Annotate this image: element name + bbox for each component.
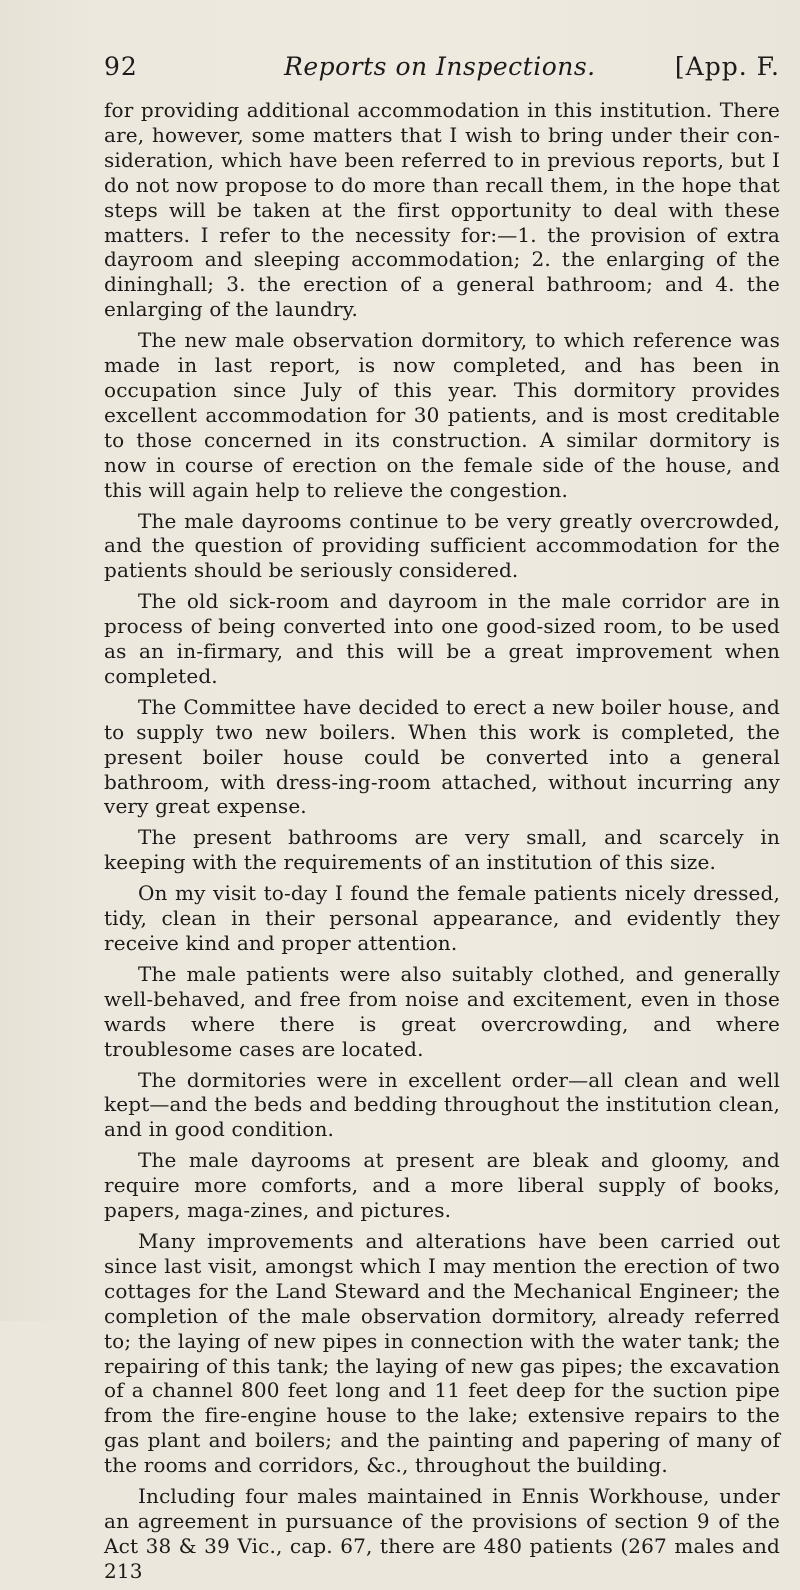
paragraph-boiler-house: The Committee have decided to erect a new boiler house, and to supply two new boilers. When this work is completed, the present boiler house could be converted into a general bathroom, with dress-ing-room attached, without incurring any very great expense. <box>104 694 780 819</box>
page-number: 92 <box>104 52 138 81</box>
running-title: Reports on Inspections. <box>284 52 596 81</box>
appendix-label: [App. F. <box>674 52 780 81</box>
paragraph-dormitories: The dormitories were in excellent order—all clean and well kept—and the beds and bedding throughout the institution clean, and in good condition. <box>104 1067 780 1142</box>
paragraph-continued: for providing additional accommodation in this institution. There are, however, some matters that I wish to bring under their con-sideration, which have been referred to in previous reports, but I do not now propose to do more than recall them, in the hope that steps will be taken at the first opportunity to deal with these matters. I refer to the necessity for:—1. the provision of extra dayroom and sleeping accommodation; 2. the enlarging of the dininghall; 3. the erection of a general bathroom; and 4. the enlarging of the laundry. <box>104 98 780 322</box>
paragraph-improvements: Many improvements and alterations have been carried out since last visit, amongst which I may mention the erection of two cottages for the Land Steward and the Mechanical Engineer; the completion of the male observation dormitory, already referred to; the laying of new pipes in connection with the water tank; the repairing of this tank; the laying of new gas pipes; the excavation of a channel 800 feet long and 11 feet deep for the suction pipe from the fire-engine house to the lake; extensive repairs to the gas plant and boilers; and the painting and papering of many of the rooms and corridors, &c., throughout the building. <box>104 1228 780 1478</box>
paragraph-observation-dormitory: The new male observation dormitory, to which reference was made in last report, is now completed, and has been in occupation since July of this year. This dormitory provides excellent accommodation for 30 patients, and is most creditable to those concerned in its construction. A similar dormitory is now in course of erection on the female side of the house, and this will again help to relieve the congestion. <box>104 328 780 502</box>
paragraph-bathrooms: The present bathrooms are very small, and scarcely in keeping with the requirements of an institution of this size. <box>104 825 780 875</box>
paragraph-dayroom-comforts: The male dayrooms at present are bleak and gloomy, and require more comforts, and a more liberal supply of books, papers, maga-zines, and pictures. <box>104 1148 780 1223</box>
paragraph-female-patients: On my visit to-day I found the female patients nicely dressed, tidy, clean in their personal appearance, and evidently they receive kind and proper attention. <box>104 881 780 955</box>
paragraph-patient-count: Including four males maintained in Ennis Workhouse, under an agreement in pursuance of the provisions of section 9 of the Act 38 & 39 Vic., cap. 67, there are 480 patients (267 males and 213 <box>104 1484 780 1583</box>
paragraph-sick-room: The old sick-room and dayroom in the male corridor are in process of being converted into one good-sized room, to be used as an in-firmary, and this will be a great improvement when completed. <box>104 589 780 688</box>
paragraph-male-patients: The male patients were also suitably clothed, and generally well-behaved, and free from noise and excitement, even in those wards where there is great overcrowding, and where troublesome cases are located. <box>104 961 780 1061</box>
report-body <box>104 98 780 1590</box>
paragraph-male-dayrooms: The male dayrooms continue to be very greatly overcrowded, and the question of providing sufficient accommodation for the patients should be seriously considered. <box>104 508 780 583</box>
page-header <box>104 52 780 86</box>
